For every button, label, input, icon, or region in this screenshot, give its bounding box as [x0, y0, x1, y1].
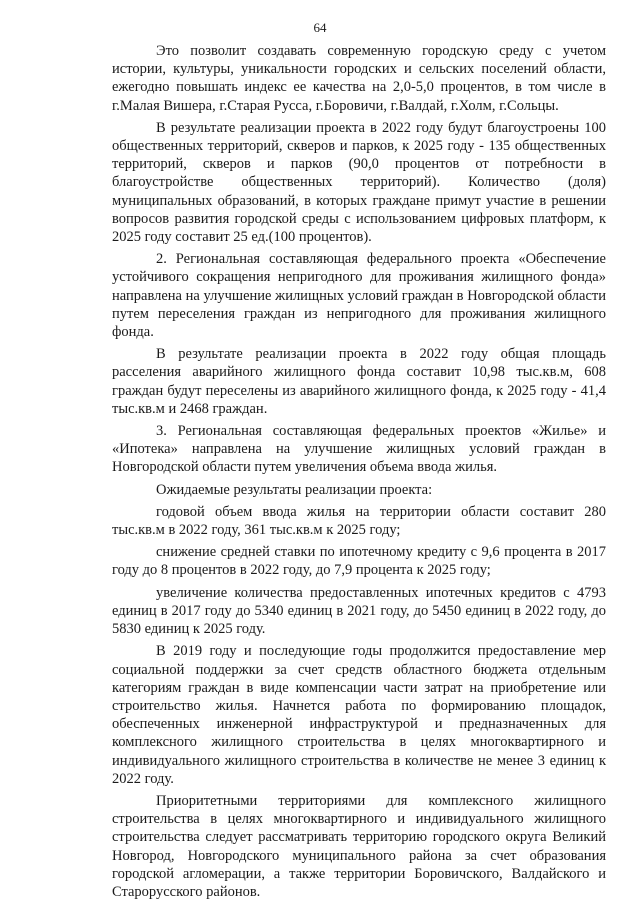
paragraph-mortgage-count: увеличение количества предоставленных ипотечных кредитов с 4793 единиц в 2017 году до 5340 единиц в 2021 году, до 5450 единиц в 2022 году, до 5830 единиц к 2025 году. — [112, 584, 606, 638]
paragraph-expected-results-heading: Ожидаемые результаты реализации проекта: — [156, 481, 433, 498]
paragraph-mortgage-rate: снижение средней ставки по ипотечному кредиту с 9,6 процента в 2017 году до 8 процентов в 2022 году, до 7,9 процента к 2025 году; — [112, 544, 606, 579]
paragraph-housing-fund-project: 2. Региональная составляющая федерального проекта «Обеспечение устойчивого сокращения непригодного для проживания жилищного фонда» направлена на улучшение жилищных условий граждан в Новгородской области путем переселения граждан из непригодного для проживания жилищного фонда. — [112, 251, 606, 341]
page-number: 64 — [313, 20, 327, 35]
paragraph-housing-mortgage-project: 3. Региональная составляющая федеральных проектов «Жилье» и «Ипотека» направлена на улучшение жилищных условий граждан в Новгородской области путем увеличения объема ввода жилья. — [112, 423, 606, 476]
paragraph-resettlement-results: В результате реализации проекта в 2022 году общая площадь расселения аварийного жилищного фонда составит 10,98 тыс.кв.м, 608 граждан будут переселены из аварийного жилищного фонда, к 2025 году - 41,4 тыс.кв.м и 2468 граждан. — [112, 346, 606, 417]
paragraph-housing-commissioning: годовой объем ввода жилья на территории области составит 280 тыс.кв.м в 2022 году, 361 тыс.кв.м к 2025 году; — [112, 503, 606, 539]
page-body — [112, 42, 606, 901]
paragraph-urban-environment: Это позволит создавать современную городскую среду с учетом истории, культуры, уникальности городских и сельских поселений области, ежегодно повышать индекс ее качества на 2,0-5,0 процентов, в том числе в г.Малая Вишера, г.Старая Русса, г.Боровичи, г.Валдай, г.Холм, г.Сольцы. — [112, 43, 606, 114]
paragraph-priority-territories: Приоритетными территориями для комплексного жилищного строительства в целях многоквартирного и индивидуального жилищного строительства следует рассматривать территорию городского округа Великий Новгород, Новгородского муниципального района за счет образования городской агломерации, а также территории Боровичского, Валдайского и Старорусского районов. — [112, 792, 606, 900]
paragraph-public-spaces-results: В результате реализации проекта в 2022 году будут благоустроены 100 общественных территорий, скверов и парков, к 2025 году - 135 общественных территорий, скверов и парков (90,0 процентов от потребности в благоустройстве общественных территорий). Количество (доля) муниципальных образований, в которых граждане примут участие в решении вопросов развития городской среды с использованием цифровых платформ, к 2025 году составит 25 ед.(100 процентов). — [112, 119, 606, 246]
paragraph-social-support: В 2019 году и последующие годы продолжится предоставление мер социальной поддержки за счет средств областного бюджета отдельным категориям граждан в виде компенсации части затрат на приобретение или строительство жилья. Начнется работа по формированию площадок, обеспеченных инженерной инфраструктурой и предназначенных для комплексного жилищного строительства в целях многоквартирного и индивидуального жилищного строительства в количестве не менее 3 единиц к 2022 году. — [112, 643, 606, 787]
